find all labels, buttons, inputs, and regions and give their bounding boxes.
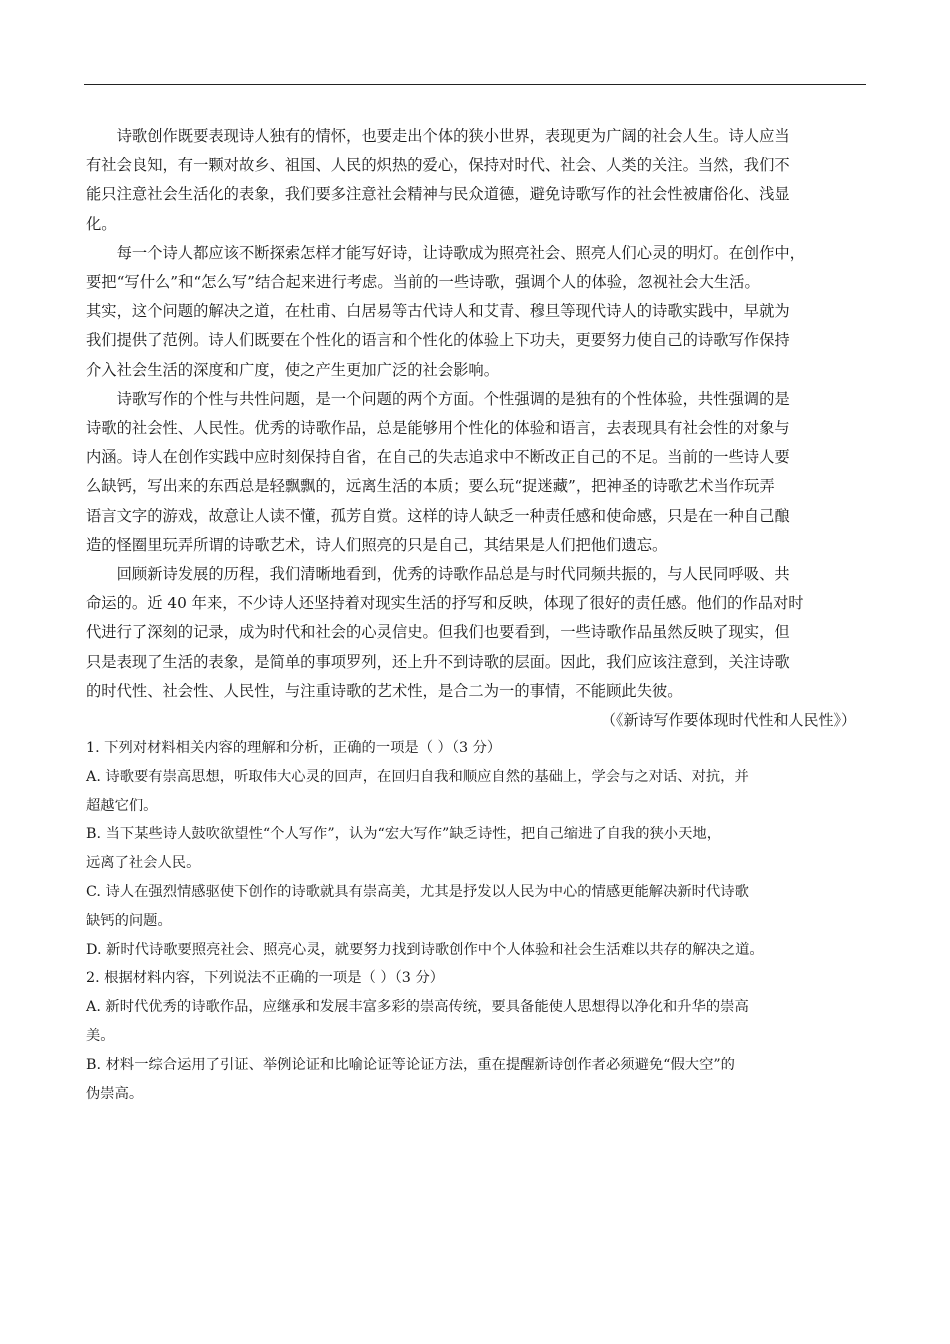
- header-rule: [84, 84, 866, 85]
- question-1-option-d: D. 新时代诗歌要照亮社会、照亮心灵，就要努力找到诗歌创作中个人体验和社会生活难以共存的解决之道。: [86, 941, 764, 958]
- passage-paragraph-3: 诗歌写作的个性与共性问题，是一个问题的两个方面。个性强调的是独有的个性体验，共性强调的是 诗歌的社会性、人民性。优秀的诗歌作品，总是能够用个性化的体验和语言，去表现具有社会性的对象与 内涵。诗人在创作实践中应时刻保持自省，在自己的失志追求中不断改正自己的不足。当前的一些诗人要 么缺钙，写出来的东西总是轻飘飘的，远离生活的本质；要么玩“捉迷藏”，把神圣的诗歌艺术当作玩弄 语言文字的游戏，故意让人读不懂，孤芳自赏。这样的诗人缺乏一种责任感和使命感，只是在一种自己酿 造的怪圈里玩弄所谓的诗歌艺术，诗人们照亮的只是自己，其结果是人们把他们遗忘。: [86, 389, 790, 554]
- question-1-stem: 1. 下列对材料相关内容的理解和分析，正确的一项是（ ）（3 分）: [86, 740, 502, 757]
- passage-paragraph-2: 每一个诗人都应该不断探索怎样才能写好诗，让诗歌成为照亮社会、照亮人们心灵的明灯。在创作中， 要把“写什么”和“怎么写”结合起来进行考虑。当前的一些诗歌，强调个人的体验，忽视社会大生活。 其实，这个问题的解决之道，在杜甫、白居易等古代诗人和艾青、穆旦等现代诗人的诗歌实践中，早就为 我们提供了范例。诗人们既要在个性化的语言和个性化的体验上下功夫，更要努力使自己的诗歌写作保持 介入社会生活的深度和广度，使之产生更加广泛的社会影响。: [86, 243, 805, 379]
- question-2-stem: 2. 根据材料内容，下列说法不正确的一项是（ ）（3 分）: [86, 970, 445, 987]
- question-1-option-b: B. 当下某些诗人鼓吹欲望性“个人写作”，认为“宏大写作”缺乏诗性，把自己缩进了自我的狭小天地， 远离了社会人民。: [86, 826, 721, 872]
- passage-source: （《新诗写作要体现时代性和人民性》）: [600, 711, 856, 730]
- document-body: [86, 122, 866, 1108]
- question-1-option-a: A. 诗歌要有崇高思想，听取伟大心灵的回声，在回归自我和顺应自然的基础上，学会与之对话、对抗，并 超越它们。: [86, 768, 749, 814]
- question-1-option-c: C. 诗人在强烈情感驱使下创作的诗歌就具有崇高美，尤其是抒发以人民为中心的情感更能解决新时代诗歌 缺钙的问题。: [86, 884, 749, 929]
- question-2-option-b: B. 材料一综合运用了引证、举例论证和比喻论证等论证方法，重在提醒新诗创作者必须避免“假大空”的 伪崇高。: [86, 1056, 735, 1102]
- passage-paragraph-4: 回顾新诗发展的历程，我们清晰地看到，优秀的诗歌作品总是与时代同频共振的，与人民同呼吸、共 命运的。近 40 年来，不少诗人还坚持着对现实生活的抒写和反映，体现了很好的责任感。他们的作品对时 代进行了深刻的记录，成为时代和社会的心灵信史。但我们也要看到，一些诗歌作品虽然反映了现实，但 只是表现了生活的表象，是简单的事项罗列，还上升不到诗歌的层面。因此，我们应该注意到，关注诗歌 的时代性、社会性、人民性，与注重诗歌的艺术性，是合二为一的事情，不能顾此失彼。: [86, 565, 804, 700]
- passage-paragraph-1: 诗歌创作既要表现诗人独有的情怀，也要走出个体的狭小世界，表现更为广阔的社会人生。诗人应当 有社会良知，有一颗对故乡、祖国、人民的炽热的爱心，保持对时代、社会、人类的关注。当然，我们不 能只注意社会生活化的表象，我们要多注意社会精神与民众道德，避免诗歌写作的社会性被庸俗化、浅显 化。: [86, 127, 790, 233]
- question-2-option-a: A. 新时代优秀的诗歌作品，应继承和发展丰富多彩的崇高传统，要具备能使人思想得以净化和升华的崇高 美。: [86, 999, 749, 1045]
